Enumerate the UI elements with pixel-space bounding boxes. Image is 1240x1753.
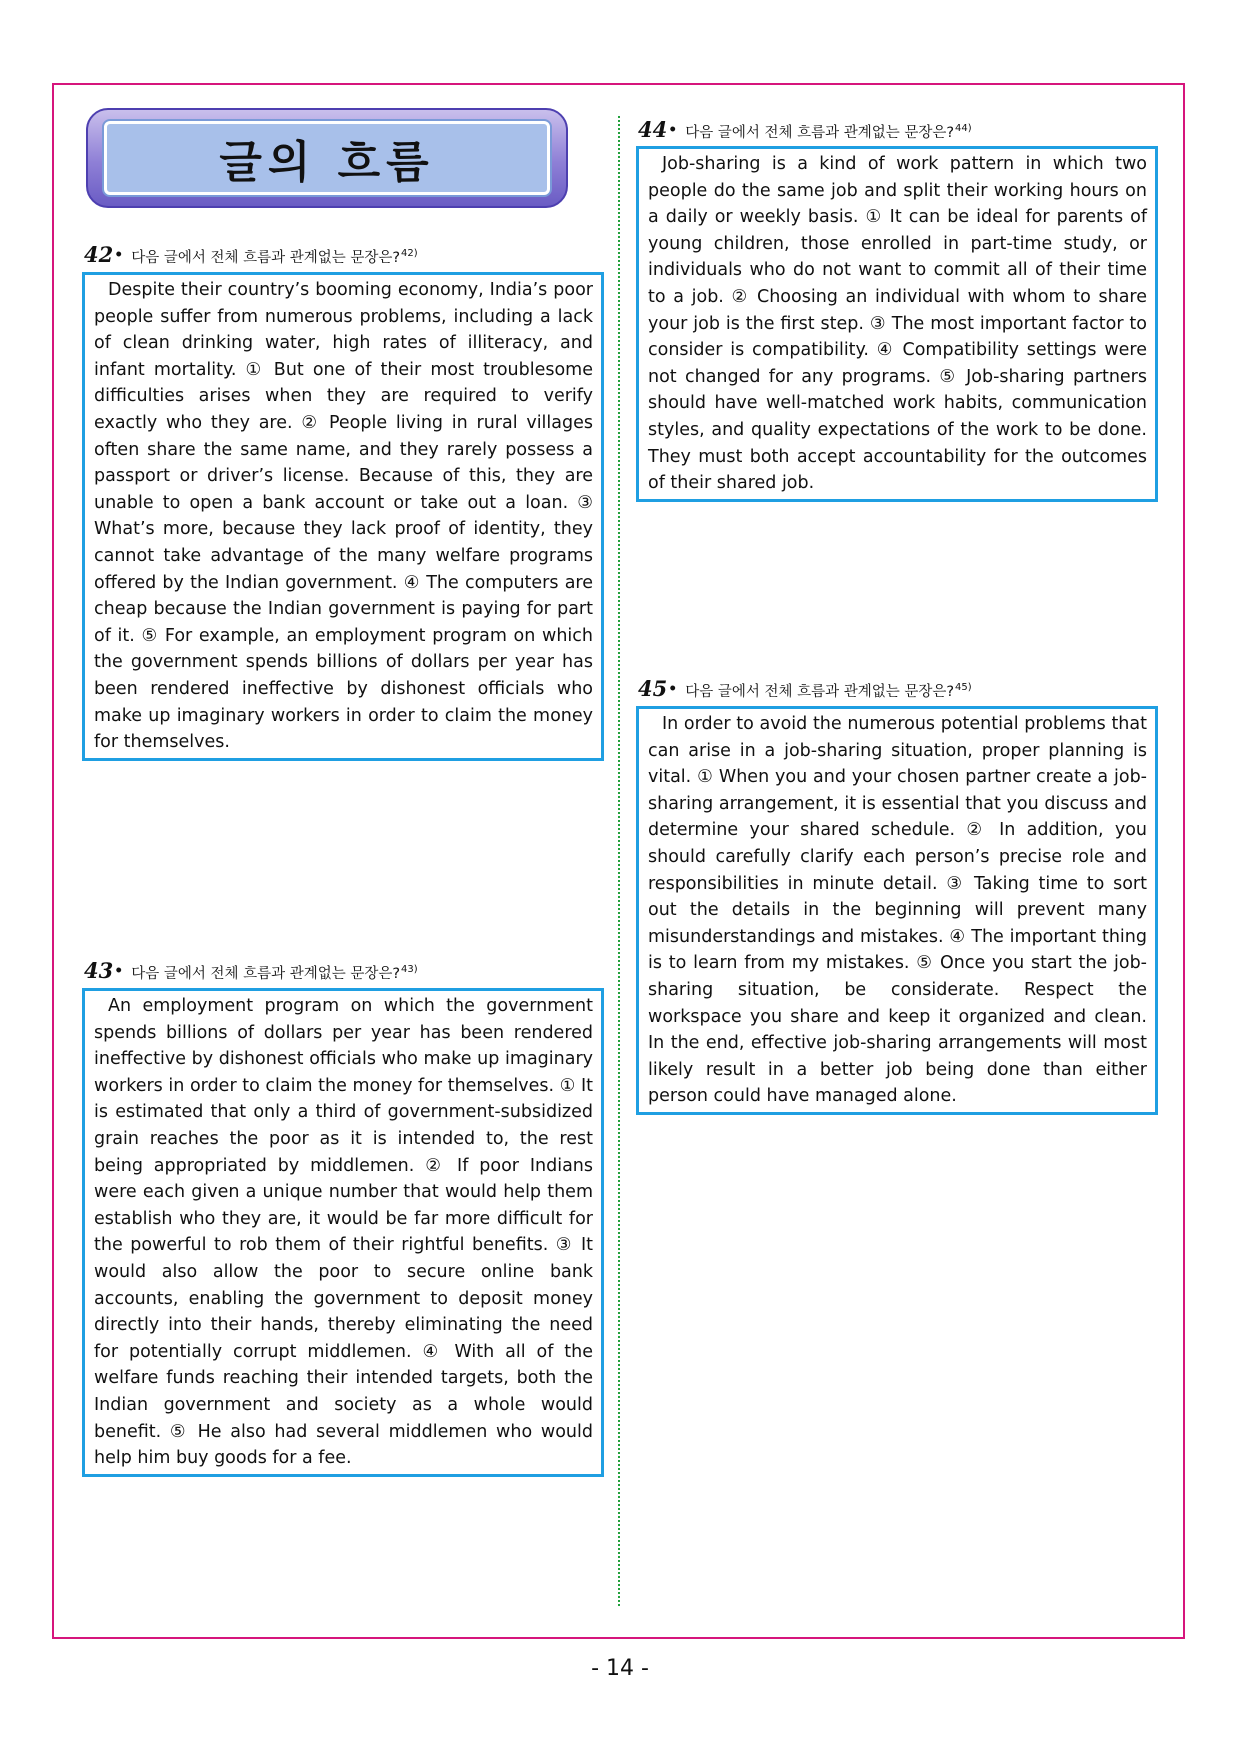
- question-reference: 42): [401, 248, 418, 259]
- passage-text: Despite their country’s booming economy, India’s poor people suffer from numerous problems, including a lack of clean drinking water, high rates of illiteracy, and infant mortality. ① But one of their most troublesome difficulties arises when they are required to verify exactly who they are. ② People living in rural villages often share the same name, and they rarely possess a passport or driver’s license. Because of this, they are unable to open a bank account or take out a loan. ③ What’s more, because they lack proof of identity, they cannot take advantage of the many welfare programs offered by the Indian government. ④ The computers are cheap because the Indian government is paying for part of it. ⑤ For example, an employment program on which the government spends billions of dollars per year has been rendered ineffective by dishonest officials who make up imaginary workers in order to claim the money for themselves.: [94, 280, 593, 753]
- passage-text: Job-sharing is a kind of work pattern in which two people do the same job and split their working hours on a daily or weekly basis. ① It can be ideal for parents of young children, those enrolled in part-time study, or individuals who do not want to commit all of their time to a job. ② Choosing an individual with whom to share your job is the first step. ③ The most important factor to consider is compatibility. ④ Compatibility settings were not changed for any programs. ⑤ Job-sharing partners should have well-matched work habits, communication styles, and quality expectations of the work to be done. They must both accept accountability for the outcomes of their shared job.: [648, 154, 1147, 494]
- question-45-header: [638, 676, 972, 701]
- section-banner-inner: [104, 121, 550, 195]
- passage-text: In order to avoid the numerous potential problems that can arise in a job-sharing situation, proper planning is vital. ① When you and your chosen partner create a job-sharing arrangement, it is essential that you discuss and determine your shared schedule. ② In addition, you should carefully clarify each person’s precise role and responsibilities in minute detail. ③ Taking time to sort out the details in the beginning will prevent many misunderstandings and mistakes. ④ The important thing is to learn from my mistakes. ⑤ Once you start the job-sharing situation, be considerate. Respect the workspace you share and keep it organized and clean. In the end, effective job-sharing arrangements will most likely result in a better job being done than either person could have managed alone.: [648, 714, 1147, 1107]
- question-number: 44 •: [638, 117, 677, 142]
- question-number: 42 •: [84, 242, 123, 267]
- passage-text: An employment program on which the government spends billions of dollars per year has been rendered ineffective by dishonest officials who make up imaginary workers in order to claim the money for themselves. ① It is estimated that only a third of government-subsidized grain reaches the poor as it is intended to, the rest being appropriated by middlemen. ② If poor Indians were each given a unique number that would help them establish who they are, it would be far more difficult for the powerful to rob them of their rightful benefits. ③ It would also allow the poor to secure online bank accounts, enabling the government to deposit money directly into their hands, thereby eliminating the need for potentially corrupt middlemen. ④ With all of the welfare funds reaching their intended targets, both the Indian government and society as a whole would benefit. ⑤ He also had several middlemen who would help him buy goods for a fee.: [94, 996, 593, 1469]
- question-42-header: [84, 242, 418, 267]
- question-42-passage-box: [82, 272, 604, 761]
- question-reference: 45): [955, 682, 972, 693]
- question-prompt: 다음 글에서 전체 흐름과 관계없는 문장은?: [685, 684, 955, 700]
- question-44-header: [638, 117, 972, 142]
- question-prompt: 다음 글에서 전체 흐름과 관계없는 문장은?: [131, 966, 401, 982]
- section-title: 글의 흐름: [219, 137, 435, 188]
- question-number: 45 •: [638, 676, 677, 701]
- section-banner: [86, 108, 568, 208]
- question-prompt: 다음 글에서 전체 흐름과 관계없는 문장은?: [131, 250, 401, 266]
- column-divider: [618, 116, 620, 1606]
- question-reference: 43): [401, 964, 418, 975]
- question-43-header: [84, 958, 418, 983]
- question-prompt: 다음 글에서 전체 흐름과 관계없는 문장은?: [685, 125, 955, 141]
- question-43-passage-box: [82, 988, 604, 1477]
- question-45-passage-box: [636, 706, 1158, 1115]
- question-number: 43 •: [84, 958, 123, 983]
- question-reference: 44): [955, 123, 972, 134]
- question-44-passage-box: [636, 146, 1158, 502]
- page-number: - 14 -: [591, 1656, 649, 1681]
